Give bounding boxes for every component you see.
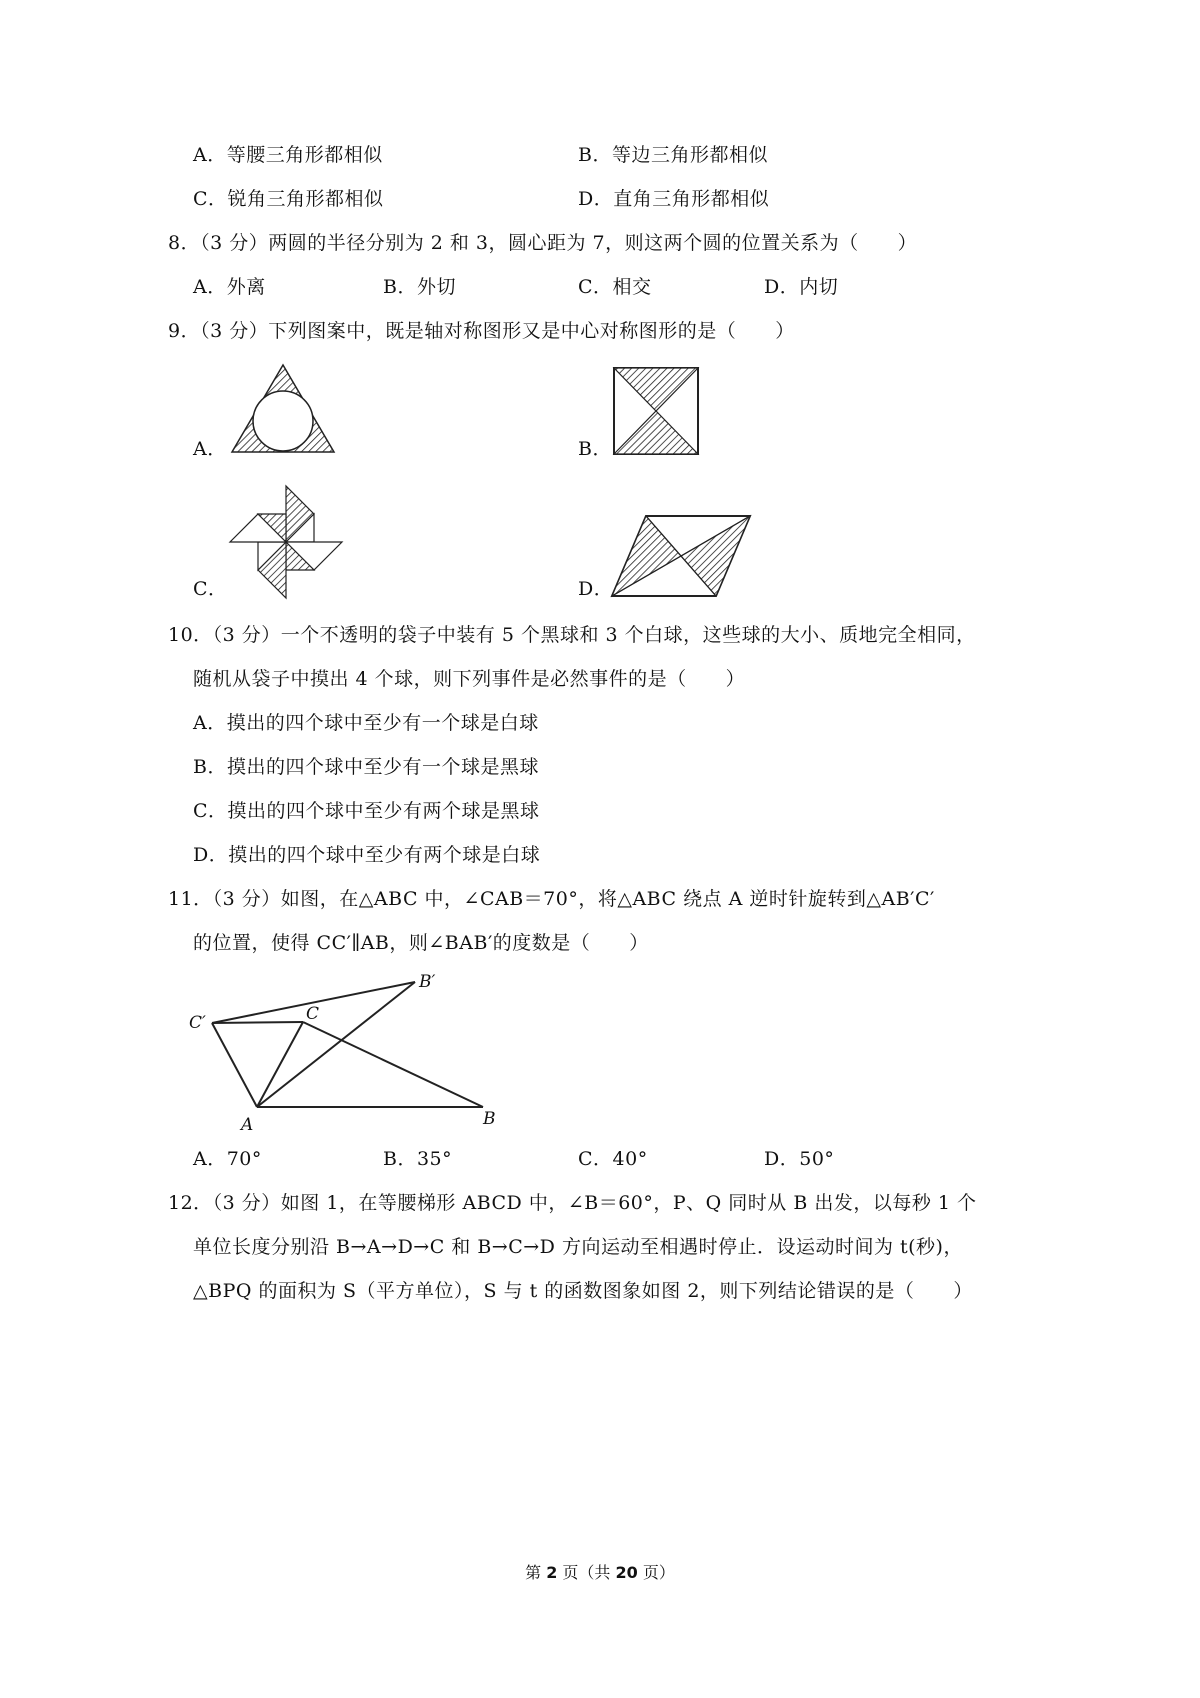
q12-stem-line3: △BPQ 的面积为 S（平方单位），S 与 t 的函数图象如图 2，则下列结论错误的是（ ） bbox=[193, 1280, 973, 1302]
q7-option-c: C．锐角三角形都相似 bbox=[193, 188, 384, 210]
q9-label-c: C． bbox=[193, 578, 228, 600]
q11-label-b-prime: B′ bbox=[419, 972, 436, 992]
q11-option-a: A．70° bbox=[193, 1148, 262, 1170]
q10-option-d: D．摸出的四个球中至少有两个球是白球 bbox=[193, 844, 541, 866]
q12-stem-line1: 12．（3 分）如图 1，在等腰梯形 ABCD 中，∠B＝60°，P、Q 同时从 B 出发，以每秒 1 个 bbox=[168, 1192, 977, 1214]
q10-option-c: C．摸出的四个球中至少有两个球是黑球 bbox=[193, 800, 540, 822]
q11-option-d: D．50° bbox=[764, 1148, 835, 1170]
q11-label-c: C bbox=[306, 1004, 320, 1024]
q9-figure-c bbox=[228, 484, 344, 600]
footer-suffix: 页） bbox=[642, 1563, 675, 1582]
q8-option-b: B．外切 bbox=[383, 276, 456, 298]
q9-label-a: A． bbox=[193, 438, 227, 460]
q9-stem: 9．（3 分）下列图案中，既是轴对称图形又是中心对称图形的是（ ） bbox=[168, 320, 795, 342]
footer-prefix: 第 bbox=[525, 1563, 542, 1582]
footer-middle: 页（共 bbox=[562, 1563, 611, 1582]
q11-stem-line1: 11．（3 分）如图，在△ABC 中，∠CAB＝70°，将△ABC 绕点 A 逆时针旋转到△AB′C′ bbox=[168, 888, 935, 910]
footer-page-number: 2 bbox=[546, 1563, 558, 1582]
q7-option-b: B．等边三角形都相似 bbox=[578, 144, 768, 166]
q10-stem-line2: 随机从袋子中摸出 4 个球，则下列事件是必然事件的是（ ） bbox=[193, 668, 746, 690]
q7-option-d: D．直角三角形都相似 bbox=[578, 188, 770, 210]
q10-option-b: B．摸出的四个球中至少有一个球是黑球 bbox=[193, 756, 539, 778]
q11-label-c-prime: C′ bbox=[189, 1013, 206, 1033]
q9-figure-a bbox=[228, 362, 338, 456]
q11-option-b: B．35° bbox=[383, 1148, 453, 1170]
q10-option-a: A．摸出的四个球中至少有一个球是白球 bbox=[193, 712, 539, 734]
footer-total-pages: 20 bbox=[615, 1563, 638, 1582]
q11-figure bbox=[185, 966, 515, 1136]
q10-stem-line1: 10．（3 分）一个不透明的袋子中装有 5 个黑球和 3 个白球，这些球的大小、质地完全相同， bbox=[168, 624, 976, 646]
q9-label-b: B． bbox=[578, 438, 612, 460]
q8-stem: 8．（3 分）两圆的半径分别为 2 和 3，圆心距为 7，则这两个圆的位置关系为（ ） bbox=[168, 232, 918, 254]
page-footer bbox=[0, 1560, 1200, 1583]
q9-figure-d bbox=[610, 514, 752, 598]
q11-label-b: B bbox=[483, 1109, 496, 1129]
q7-option-a: A．等腰三角形都相似 bbox=[193, 144, 383, 166]
q8-option-a: A．外离 bbox=[193, 276, 266, 298]
q8-option-d: D．内切 bbox=[764, 276, 839, 298]
q11-label-a: A bbox=[241, 1115, 254, 1135]
q11-stem-line2: 的位置，使得 CC′∥AB，则∠BAB′的度数是（ ） bbox=[193, 932, 649, 954]
q12-stem-line2: 单位长度分别沿 B→A→D→C 和 B→C→D 方向运动至相遇时停止．设运动时间为 t(秒)， bbox=[193, 1236, 963, 1258]
q9-label-d: D． bbox=[578, 578, 614, 600]
q9-figure-b bbox=[612, 366, 702, 458]
q11-option-c: C．40° bbox=[578, 1148, 648, 1170]
q8-option-c: C．相交 bbox=[578, 276, 652, 298]
